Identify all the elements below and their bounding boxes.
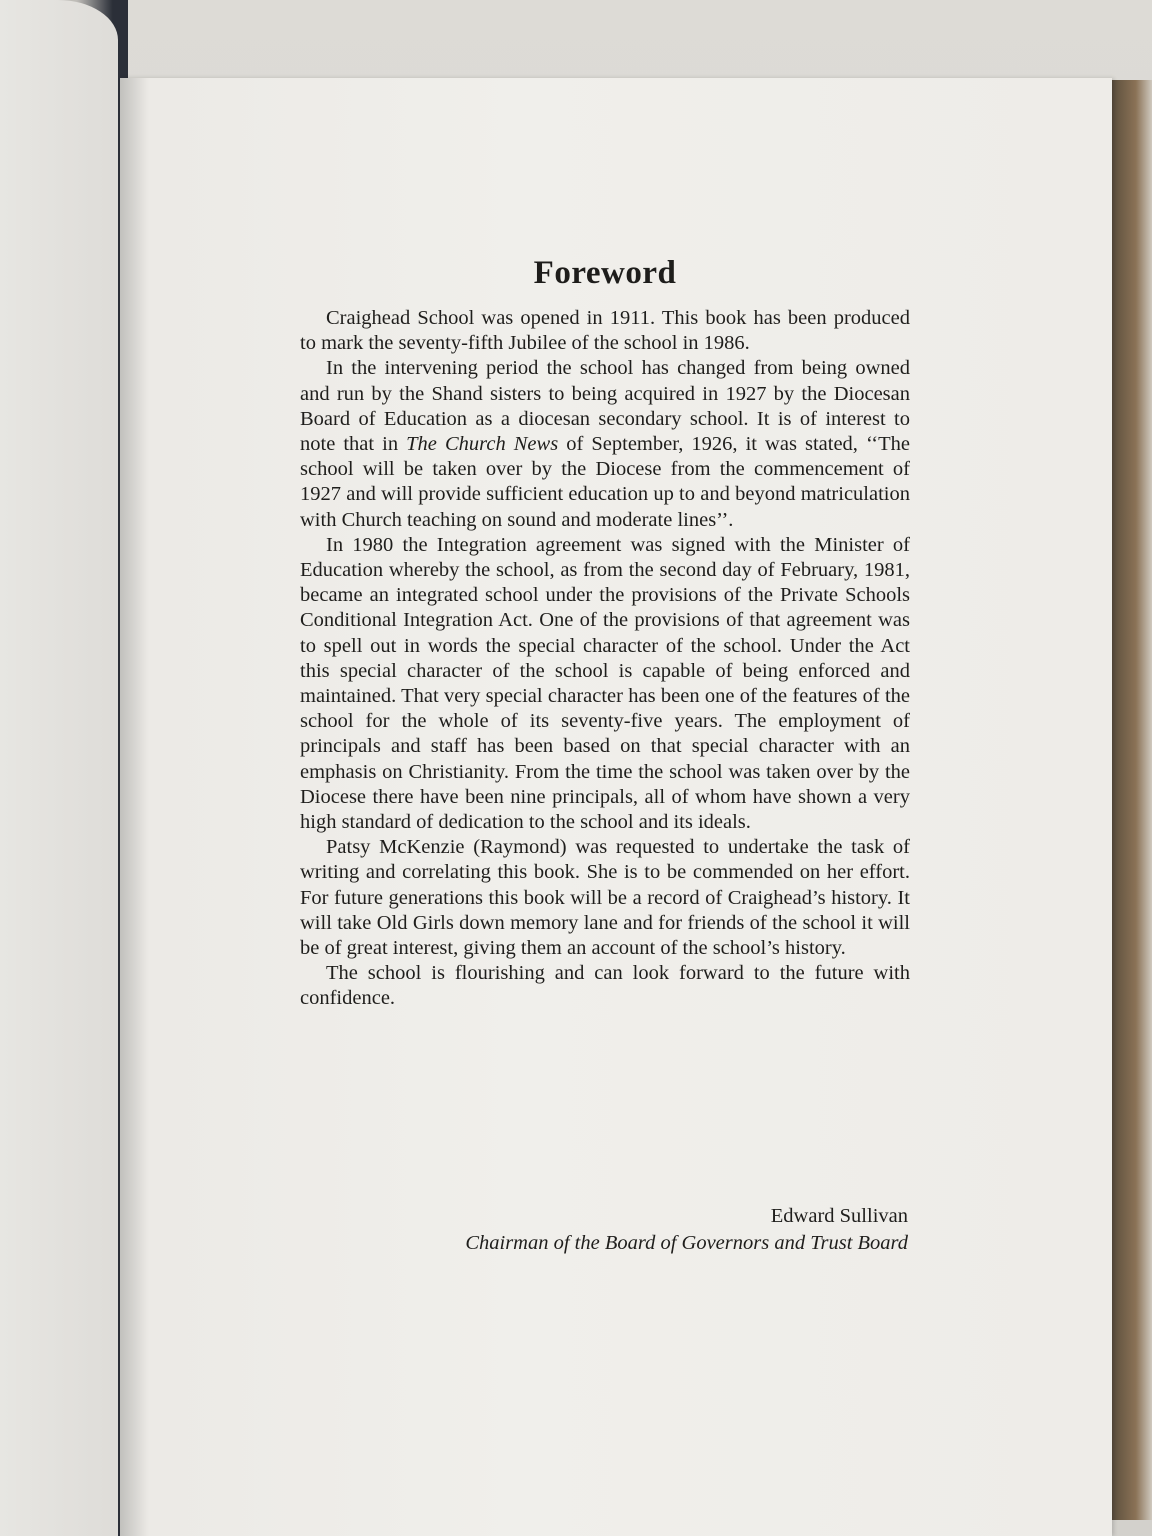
publication-title: The Church News [406, 433, 559, 456]
paragraph-2 [300, 356, 910, 532]
left-page-edge [0, 0, 118, 1536]
paragraph-1: Craighead School was opened in 1911. This book has been produced to mark the seventy-fifth Jubilee of the school in 1986. [300, 307, 910, 355]
paragraph-4: Patsy McKenzie (Raymond) was requested to undertake the task of writing and correlating this book. She is to be commended on her effort. For future generations this book will be a record of Craighead’s history. It will take Old Girls down memory lane and for friends of the school it will be of great interest, giving them an account of the school’s history. [300, 836, 910, 960]
paragraph-5: The school is flourishing and can look forward to the future with confidence. [300, 962, 910, 1010]
page-title: Foreword [533, 255, 677, 291]
paragraph-2-text-a: In the intervening period the school has changed from being owned and run by the Shand sisters to being acquired in 1927 by the Diocesan Board of Education as a diocesan secondary school. It is of interest to note that in [300, 357, 910, 456]
signatory-title: Chairman of the Board of Governors and Trust Board [465, 1232, 908, 1254]
foreword-body [300, 306, 910, 1012]
paragraph-2-text-b: of September, 1926, it was stated, ‘‘The school will be taken over by the Diocese from the commencement of 1927 and will provide sufficient education up to and beyond matriculation with Church teaching on sound and moderate lines’’. [300, 433, 910, 531]
signature-block [300, 1203, 908, 1257]
paragraph-3: In 1980 the Integration agreement was signed with the Minister of Education whereby the school, as from the second day of February, 1981, became an integrated school under the provisions of the Private Schools Conditional Integration Act. One of the provisions of that agreement was to spell out in words the special character of the school. Under the Act this special character of the school is capable of being enforced and maintained. That very special character has been one of the features of the school for the whole of its seventy-five years. The employment of principals and staff has been based on that special character with an emphasis on Christianity. From the time the school was taken over by the Diocese there have been nine principals, all of whom have shown a very high standard of dedication to the school and its ideals. [300, 533, 910, 834]
signatory-name: Edward Sullivan [770, 1205, 908, 1227]
page-gutter-shadow [120, 78, 148, 1536]
